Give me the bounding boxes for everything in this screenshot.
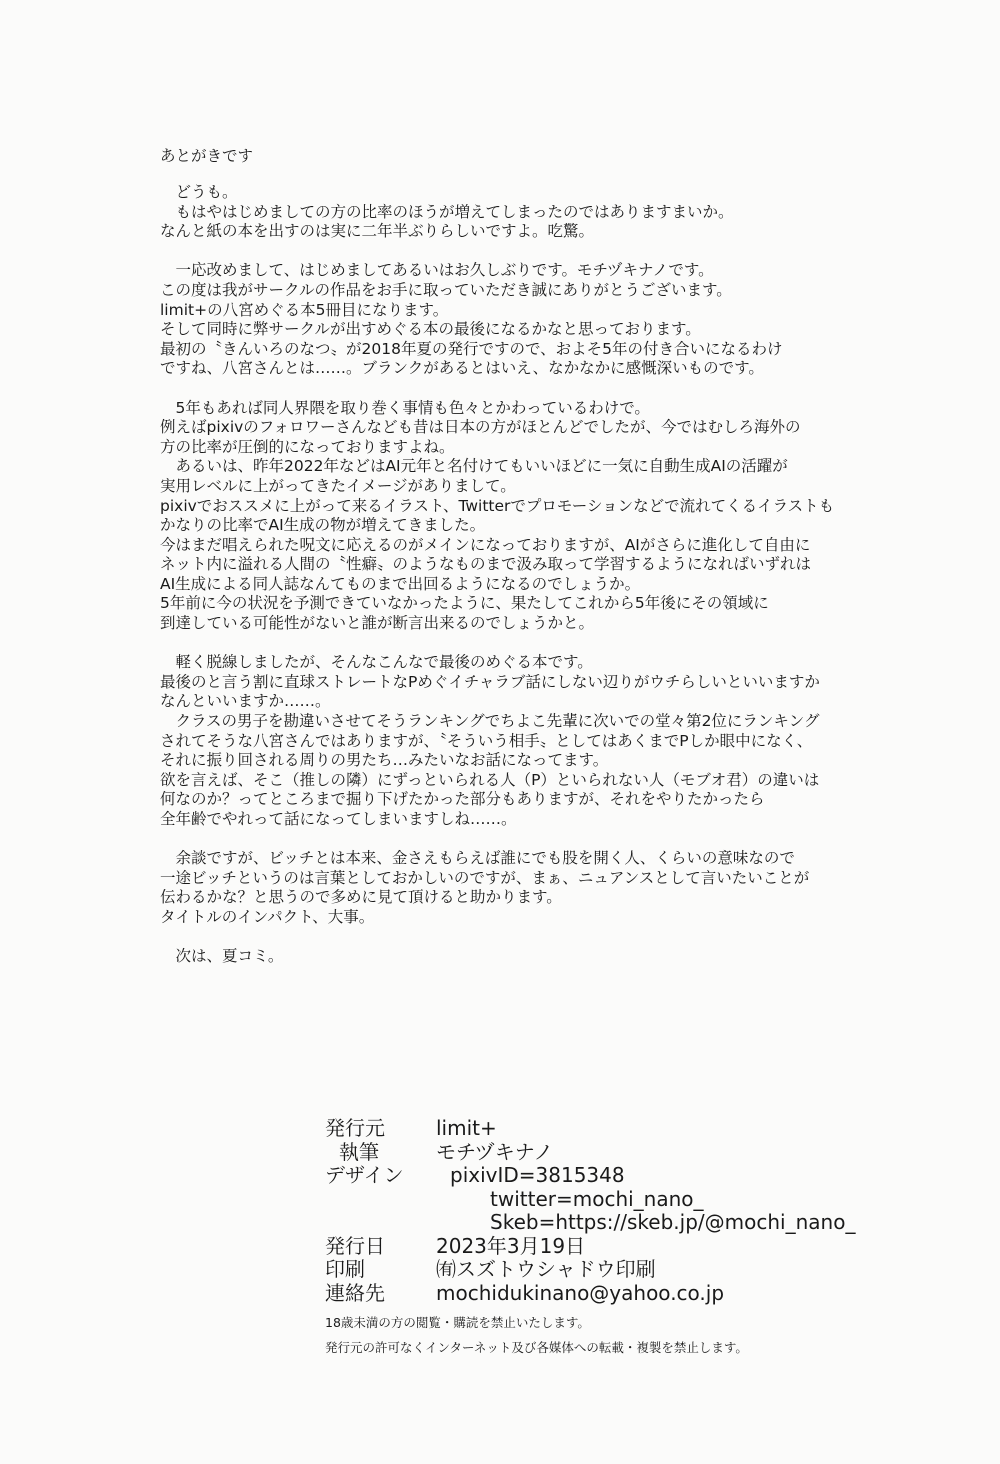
- afterword-line: 5年前に今の状況を予測できていなかったように、果たしてこれから5年後にその領域に: [160, 594, 769, 613]
- afterword-line: pixivでおススメに上がって来るイラスト、Twitterでプロモーションなどで流れてくるイラストも: [160, 496, 835, 515]
- afterword-line: 一途ビッチというのは言葉としておかしいのですが、まぁ、ニュアンスとして言いたいことが: [160, 868, 810, 887]
- publisher-value: limit+: [436, 1116, 497, 1140]
- afterword-line: 最後のと言う割に直球ストレートなPめぐイチャラブ話にしない辺りがウチらしいといいますか: [160, 672, 820, 691]
- contact-value: mochidukinano@yahoo.co.jp: [436, 1280, 725, 1305]
- afterword-line: limit+の八宮めぐる本5冊目になります。: [160, 300, 449, 319]
- afterword-line: クラスの男子を勘違いさせてそうランキングでちよこ先輩に次いでの堂々第2位にランキング: [160, 712, 820, 731]
- design-skeb: Skeb=https://skeb.jp/@mochi_nano_: [490, 1210, 856, 1234]
- afterword-line: 例えばpixivのフォロワーさんなども昔は日本の方がほとんどでしたが、今ではむしろ海外の: [160, 418, 801, 437]
- printer-label: 印刷: [325, 1257, 365, 1281]
- afterword-line: なんといいますか……。: [160, 692, 331, 711]
- legal-notices: [325, 1310, 748, 1360]
- afterword-line: 方の比率が圧倒的になっておりますよね。: [160, 437, 455, 456]
- afterword-line: ですね、八宮さんとは……。ブランクがあるとはいえ、なかなかに感慨深いものです。: [160, 359, 764, 378]
- afterword-line: AI生成による同人誌なんてものまで出回るようになるのでしょうか。: [160, 574, 641, 593]
- paragraph-gap: [160, 379, 860, 399]
- date-label: 発行日: [325, 1233, 385, 1258]
- afterword-line: 最初の〝きんいろのなつ〟が2018年夏の発行ですので、およそ5年の付き合いになるわけ: [160, 339, 783, 358]
- afterword-line: 到達している可能性がないと誰が断言出来るのでしょうかと。: [160, 614, 595, 633]
- afterword-line: かなりの比率でAI生成の物が増えてきました。: [160, 516, 486, 535]
- copyright-notice: 発行元の許可なくインターネット及び各媒体への転載・複製を禁止します。: [325, 1340, 748, 1355]
- afterword-line: タイトルのインパクト、大事。: [160, 907, 375, 926]
- afterword-line: 欲を言えば、そこ（推しの隣）にずっといられる人（P）といられない人（モブオ君）の違いは: [160, 770, 820, 789]
- afterword-line: 今はまだ唱えられた呪文に応えるのがメインになっておりますが、AIがさらに進化して自由に: [160, 535, 811, 554]
- author-value: モチヅキナノ: [436, 1139, 554, 1164]
- afterword-line: 余談ですが、ビッチとは本来、金さえもらえば誰にでも股を開く人、くらいの意味なので: [160, 849, 795, 868]
- paragraph-gap: [160, 928, 860, 948]
- author-label: 執筆: [339, 1139, 379, 1164]
- afterword-line: それに振り回される周りの男たち…みたいなお話になってます。: [160, 751, 609, 770]
- contact-label: 連絡先: [325, 1280, 385, 1305]
- design-pixiv: pixivID=3815348: [450, 1163, 625, 1187]
- afterword-line: 5年もあれば同人界隈を取り巻く事情も色々とかわっているわけで。: [160, 398, 650, 417]
- afterword-line: 実用レベルに上がってきたイメージがありまして。: [160, 476, 516, 495]
- publisher-label: 発行元: [325, 1116, 385, 1140]
- design-label: デザイン: [325, 1163, 404, 1187]
- paragraph-gap: [160, 242, 860, 262]
- afterword-line: 全年齢でやれって話になってしまいますしね……。: [160, 810, 517, 828]
- afterword-line: 軽く脱線しましたが、そんなこんなで最後のめぐる本です。: [160, 653, 593, 672]
- afterword-line: されてそうな八宮さんではありますが、〝そういう相手〟としてはあくまでPしか眼中になく、: [160, 731, 813, 750]
- afterword-line: そして同時に弊サークルが出すめぐる本の最後になるかなと思っております。: [160, 320, 701, 339]
- age-restriction-notice: 18歳未満の方の閲覧・購読を禁止いたします。: [325, 1315, 590, 1330]
- afterword-line: 何なのか？ってところまで掘り下げたかった部分もありますが、それをやりたかったら: [160, 790, 765, 809]
- afterword-line: なんと紙の本を出すのは実に二年半ぶりらしいですよ。吃驚。: [160, 222, 595, 241]
- printer-value: ㈲スズトウシャドウ印刷: [436, 1257, 656, 1281]
- date-value: 2023年3月19日: [436, 1233, 586, 1258]
- afterword-line: この度は我がサークルの作品をお手に取っていただき誠にありがとうございます。: [160, 280, 732, 299]
- paragraph-gap: [160, 830, 860, 850]
- afterword-line: ネット内に溢れる人間の〝性癖〟のようなものまで汲み取って学習するようになればいずれは: [160, 555, 812, 574]
- afterword-line: どうも。: [160, 183, 238, 201]
- afterword-line: 次は、夏コミ。: [160, 947, 284, 966]
- afterword-body: [160, 183, 860, 967]
- afterword-line: 一応改めまして、はじめましてあるいはお久しぶりです。モチヅキナノです。: [160, 261, 714, 280]
- afterword-line: もはやはじめましての方の比率のほうが増えてしまったのではありますまいか。: [160, 202, 734, 221]
- afterword-heading: あとがきです: [160, 147, 254, 165]
- design-twitter: twitter=mochi_nano_: [490, 1186, 704, 1211]
- afterword-line: あるいは、昨年2022年などはAI元年と名付けてもいいほどに一気に自動生成AIの活躍が: [160, 457, 788, 476]
- paragraph-gap: [160, 634, 860, 654]
- afterword-line: 伝わるかな？と思うので多めに見て頂けると助かります。: [160, 888, 562, 907]
